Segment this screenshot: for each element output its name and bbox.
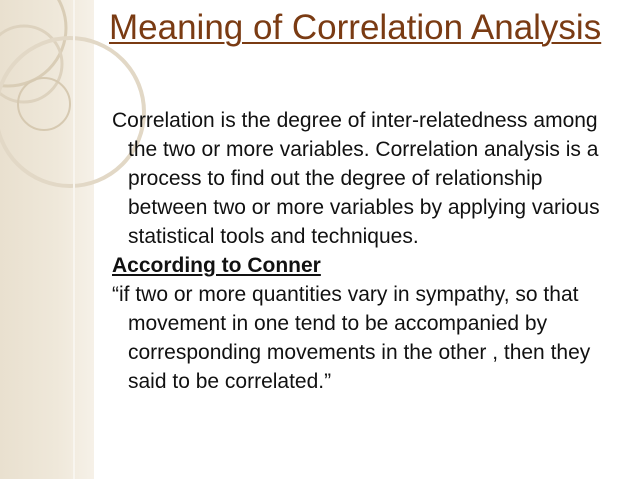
definition-paragraph: Correlation is the degree of inter-relatedness among the two or more variables. Correlation analysis is a process to find out the degree of relationship between two or more variables by applying various statistical tools and techniques. [112, 109, 600, 248]
slide-body [112, 106, 622, 396]
quote-paragraph: “if two or more quantities vary in sympathy, so that movement in one tend to be accompanied by corresponding movements in the other , then they said to be correlated.” [112, 283, 591, 393]
source-heading: According to Conner [112, 254, 321, 277]
slide-title: Meaning of Correlation Analysis [109, 8, 602, 47]
